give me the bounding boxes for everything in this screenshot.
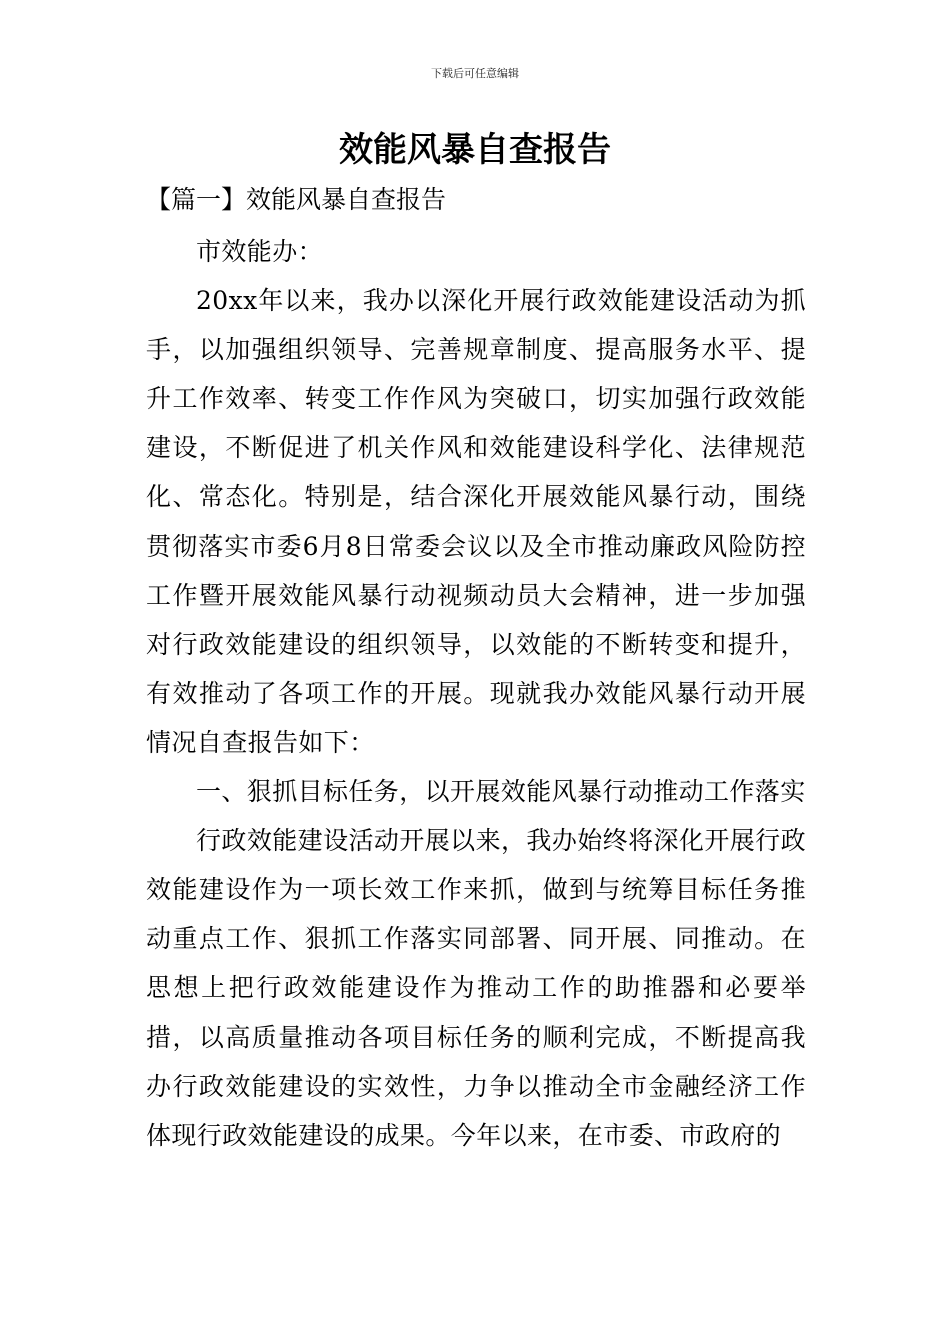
document-title: 效能风暴自查报告 xyxy=(339,130,611,170)
body-paragraph: 行政效能建设活动开展以来，我办始终将深化开展行政效能建设作为一项长效工作来抓，做到与统筹目标任务推动重点工作、狠抓工作落实同部署、同开展、同推动。在思想上把行政效能建设作为推动工作的助推器和必要举措，以高质量推动各项目标任务的顺利完成，不断提高我办行政效能建设的实效性，力争以推动全市金融经济工作体现行政效能建设的成果。今年以来，在市委、市政府的 xyxy=(146,826,806,1150)
salutation-paragraph: 市效能办： xyxy=(196,237,324,266)
heading-paragraph: 一、狠抓目标任务，以开展效能风暴行动推动工作落实 xyxy=(196,777,806,807)
document-body xyxy=(146,227,806,1160)
section-title: 【篇一】效能风暴自查报告 xyxy=(146,185,447,214)
header-note: 下载后可任意编辑 xyxy=(431,67,519,80)
intro-paragraph: 20xx年以来，我办以深化开展行政效能建设活动为抓手，以加强组织领导、完善规章制度、提高服务水平、提升工作效率、转变工作作风为突破口，切实加强行政效能建设，不断促进了机关作风和效能建设科学化、法律规范化、常态化。特别是，结合深化开展效能风暴行动，围绕贯彻落实市委6月8日常委会议以及全市推动廉政风险防控工作暨开展效能风暴行动视频动员大会精神，进一步加强对行政效能建设的组织领导，以效能的不断转变和提升，有效推动了各项工作的开展。现就我办效能风暴行动开展情况自查报告如下： xyxy=(146,286,806,757)
